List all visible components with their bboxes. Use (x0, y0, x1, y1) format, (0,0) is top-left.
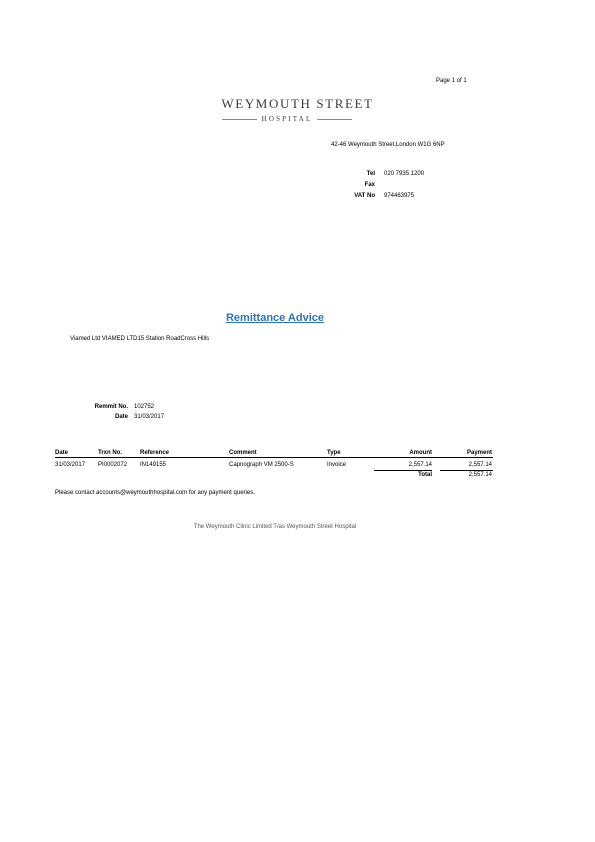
remittance-date-label: Date (114, 414, 128, 420)
col-header-comment: Comment (229, 450, 257, 456)
col-header-type: Type (327, 450, 341, 456)
hospital-address: 42-46 Weymouth Street,London W1G 6NP (331, 142, 445, 148)
hospital-logo-subtitle: HOSPITAL (261, 115, 313, 123)
hospital-logo-subtitle-row (222, 114, 352, 124)
payment-queries-note: Please contact accounts@weymouthhospital.com for any payment queries. (55, 490, 255, 496)
col-header-trxn: Trxn No. (98, 450, 123, 456)
col-header-reference: Reference (140, 450, 170, 456)
document-title: Remittance Advice (225, 312, 325, 324)
logo-divider-left (222, 119, 257, 120)
amount-total-rule (374, 470, 432, 471)
vat-label: VAT No (354, 193, 375, 199)
recipient-address: Viamed Ltd VIAMED LTD15 Station RoadCross Hills (70, 336, 210, 342)
tel-label: Tel (366, 171, 375, 177)
row-type: Invoice (327, 462, 347, 468)
company-footer: The Weymouth Clinic Limited T/as Weymouth Street Hospital (193, 524, 357, 530)
table-header-rule (55, 457, 493, 458)
row-trxn: PI0002072 (98, 462, 128, 468)
row-date: 31/03/2017 (55, 462, 86, 468)
col-header-payment: Payment (466, 450, 492, 456)
row-reference: IN149155 (140, 462, 167, 468)
fax-label: Fax (364, 182, 375, 188)
vat-value: 974463975 (384, 193, 415, 199)
col-header-date: Date (55, 450, 69, 456)
total-label: Total (418, 472, 432, 478)
logo-divider-right (317, 119, 352, 120)
col-header-amount: Amount (409, 450, 432, 456)
remittance-number-label: Remmit No. (94, 404, 128, 410)
hospital-logo-name: WEYMOUTH STREET (221, 96, 374, 111)
total-value: 2,557.14 (468, 472, 492, 478)
tel-value: 020 7935 1200 (384, 171, 425, 177)
row-comment: Capnograph VM 2500-S (229, 462, 294, 468)
row-amount: 2,557.14 (408, 462, 432, 468)
remittance-date-value: 31/03/2017 (134, 414, 165, 420)
payment-total-rule (440, 470, 493, 471)
row-payment: 2,557.14 (468, 462, 492, 468)
remittance-number-value: 102752 (134, 404, 155, 410)
page-number: Page 1 of 1 (436, 78, 467, 84)
